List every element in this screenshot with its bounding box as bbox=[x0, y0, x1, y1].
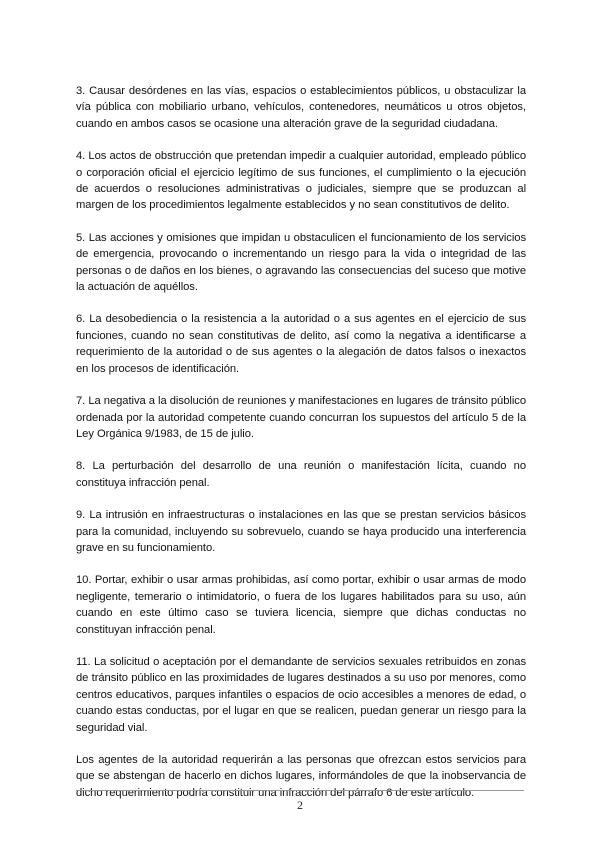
footer-divider bbox=[76, 790, 524, 791]
paragraph-item-7: 7. La negativa a la disolución de reuniones y manifestaciones en lugares de tránsito público ordenada por la autoridad competente cuando concurran los supuestos del artículo 5 de la Ley Orgánica 9/1983, de 15 de julio. bbox=[76, 395, 526, 440]
paragraph-item-11: 11. La solicitud o aceptación por el demandante de servicios sexuales retribuidos en zonas de tránsito público en las proximidades de lugares destinados a su uso por menores, como centros educativos, parques infantiles o espacios de ocio accesibles a menores de edad, o cuando estas conductas, por el lugar en que se realicen, puedan generar un riesgo para la seguridad vial. bbox=[76, 655, 526, 734]
paragraph-item-3: 3. Causar desórdenes en las vías, espacios o establecimientos públicos, u obstaculizar la vía pública con mobiliario urbano, vehículos, contenedores, neumáticos u otros objetos, cuando en ambos casos se ocasione una alteración grave de la seguridad ciudadana. bbox=[76, 85, 526, 130]
paragraph-item-4: 4. Los actos de obstrucción que pretendan impedir a cualquier autoridad, empleado público o corporación oficial el ejercicio legítimo de sus funciones, el cumplimiento o la ejecución de acuerdos o resoluciones administrativas o judiciales, siempre que se produzcan al margen de los procedimientos legalmente establecidos y no sean constitutivos de delito. bbox=[76, 150, 526, 212]
paragraph-item-9: 9. La intrusión en infraestructuras o instalaciones en las que se prestan servicios básicos para la comunidad, incluyendo su sobrevuelo, cuando se haya producido una interferencia grave en su funcionamiento. bbox=[76, 509, 526, 554]
document-body bbox=[76, 83, 526, 817]
closing-paragraph: Los agentes de la autoridad requerirán a las personas que ofrezcan estos servicios para que se abstengan de hacerlo en dichos lugares, informándoles de que la inobservancia de dicho requerimiento podría constituir una infracción del párrafo 6 de este artículo. bbox=[76, 754, 526, 799]
paragraph-item-5: 5. Las acciones y omisiones que impidan u obstaculicen el funcionamiento de los servicios de emergencia, provocando o incrementando un riesgo para la vida o integridad de las personas o de daños en los bienes, o agravando las consecuencias del suceso que motive la actuación de aquéllos. bbox=[76, 231, 526, 294]
paragraph-item-6: 6. La desobediencia o la resistencia a la autoridad o a sus agentes en el ejercicio de sus funciones, cuando no sean constitutivas de delito, así como la negativa a identificarse a requerimiento de la autoridad o de sus agentes o la alegación de datos falsos o inexactos en los procesos de identificación. bbox=[76, 313, 526, 375]
paragraph-item-8: 8. La perturbación del desarrollo de una reunión o manifestación lícita, cuando no constituya infracción penal. bbox=[76, 460, 526, 489]
page-number: 2 bbox=[297, 798, 303, 812]
paragraph-item-10: 10. Portar, exhibir o usar armas prohibidas, así como portar, exhibir o usar armas de modo negligente, temerario o intimidatorio, o fuera de los lugares habilitados para su uso, aún cuando en este último caso se tuviera licencia, siempre que dichas conductas no constituyan infracción penal. bbox=[76, 574, 526, 636]
